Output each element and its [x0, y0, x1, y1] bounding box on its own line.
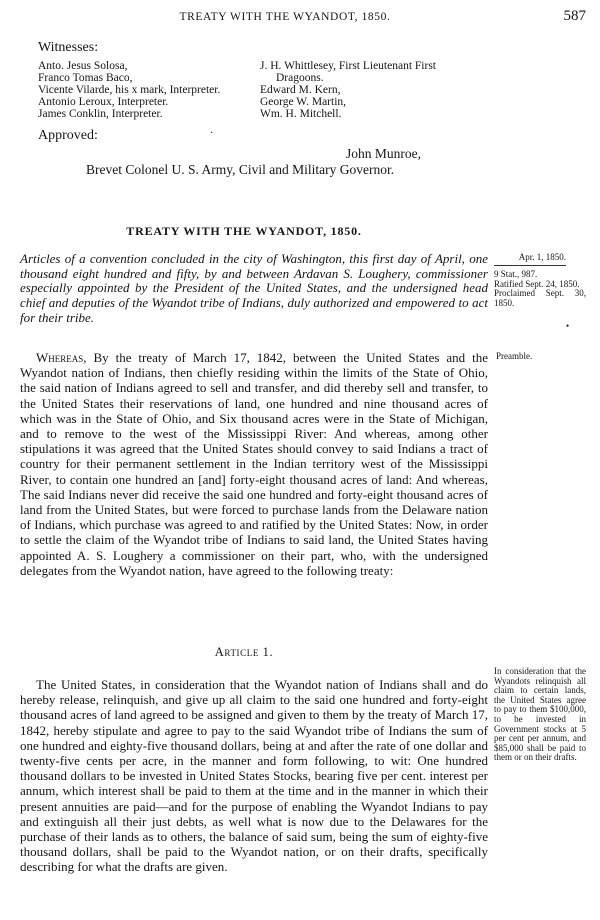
whereas-paragraph: [20, 350, 488, 578]
signer-title: Brevet Colonel U. S. Army, Civil and Military Governor.: [86, 162, 395, 177]
margin-note-statute: [494, 270, 586, 308]
witness-entry: Wm. H. Mitchell.: [260, 108, 342, 120]
witness-entry: Vicente Vilarde, his x mark, Interpreter.: [38, 84, 221, 96]
margin-note-consideration: In consideration that the Wyandots relinquish all claim to certain lands, the United States agree to pay to them $100,000, to be invested in Government stocks at 5 per cent per annum, and $85,000 shall be paid to them or on their drafts.: [494, 666, 586, 763]
bullet-mark: •: [566, 321, 570, 331]
witness-entry: Anto. Jesus Solosa,: [38, 60, 128, 72]
proclaimed-note: Proclaimed Sept. 30, 1850.: [494, 288, 586, 308]
witnesses-heading: Witnesses:: [38, 40, 99, 55]
witness-entry: George W. Martin,: [260, 96, 347, 108]
witness-list-right: [260, 60, 510, 120]
witness-entry: Edward M. Kern,: [260, 84, 341, 96]
witness-entry: James Conklin, Interpreter.: [38, 108, 163, 120]
statute-reference: 9 Stat., 987.: [494, 269, 538, 279]
print-speck: ·: [210, 128, 214, 139]
ratified-note: Ratified Sept. 24, 1850.: [494, 278, 580, 289]
treaty-title: TREATY WITH THE WYANDOT, 1850.: [126, 224, 362, 238]
whereas-text: By the treaty of March 17, 1842, between the United States and the Wyandot nation of Indians, then chiefly residing within the limits of the State of Ohio, the said nation of Indians agreed to sell and transfer, and did thereby sell and transfer, to the United States their reservations of land, one hundred and nine thousand acres of which was in the State of Ohio, and Six thousand acres were in the State of Michigan, and to remove to the west of the Mississippi River: And whereas, among other stipulations it was agreed that the United States should convey to said Indians a tract of country for their permanent settlement in the Indian territory west of the Mississippi River, to contain one hundred an [and] forty-eight thousand acres of land: And whereas, The said Indians never did receive the said one hundred and forty-eight thousand acres of land from the United States, but were forced to purchase lands from the Delaware nation of Indians, which purchase was agreed to and ratified by the United States: Now, in order to settle the claim of the Wyandot tribe of Indians to said land, the United States having appointed A. S. Loughery a commissioner on their part, who, with the undersigned delegates from the Wyandot nation, have agreed to the following treaty:: [20, 350, 488, 578]
article-heading: Article 1.: [214, 645, 274, 659]
margin-note-preamble: Preamble.: [496, 351, 533, 361]
approved-heading: Approved:: [38, 128, 98, 143]
witness-list-left: [38, 60, 253, 120]
margin-note-date: Apr. 1, 1850.: [494, 253, 566, 266]
witness-entry: J. H. Whittlesey, First Lieutenant First: [260, 60, 436, 72]
witness-entry: Antonio Leroux, Interpreter.: [38, 96, 169, 108]
whereas-lead: Whereas,: [36, 350, 87, 365]
signer-name: John Munroe,: [346, 146, 421, 161]
treaty-preamble: Articles of a convention concluded in the city of Washington, this first day of April, one thousand eight hundred and fifty, by and between Ardavan S. Loughery, commissioner especially appointed by the President of the United States, and the undersigned head chief and deputies of the Wyandot tribe of Indians, duly authorized and empowered to act for their tribe.: [20, 251, 488, 325]
page-number: 587: [563, 8, 586, 24]
witness-entry: Franco Tomas Baco,: [38, 72, 133, 84]
running-head: TREATY WITH THE WYANDOT, 1850.: [179, 11, 391, 23]
article-1-paragraph: The United States, in consideration that the Wyandot nation of Indians shall and do hereby release, relinquish, and give up all claim to the said one hundred and forty-eight thousand acres of land agreed to be assigned and given to them by the treaty of March 17, 1842, hereby stipulate and agree to pay to the said Wyandot tribe of Indians the sum of one hundred and eighty-five thousand dollars, being at and after the rate of one dollar and twenty-five cents per acre, in the manner and form following, to wit: One hundred thousand dollars to be invested in United States Stocks, bearing five per cent. interest per annum, which interest shall be paid to them at the time and in the manner in which their present annuities are paid—and for the purpose of enabling the Wyandot Indians to pay and extinguish all their just debts, as well what is now due to the Delawares for the purchase of their lands as to others, the balance of said sum, being the sum of eighty-five thousand dollars, shall be paid to the Wyandot nation, or on their drafts, specifically describing for what the drafts are given.: [20, 677, 488, 875]
witness-entry-continued: Dragoons.: [276, 72, 324, 84]
